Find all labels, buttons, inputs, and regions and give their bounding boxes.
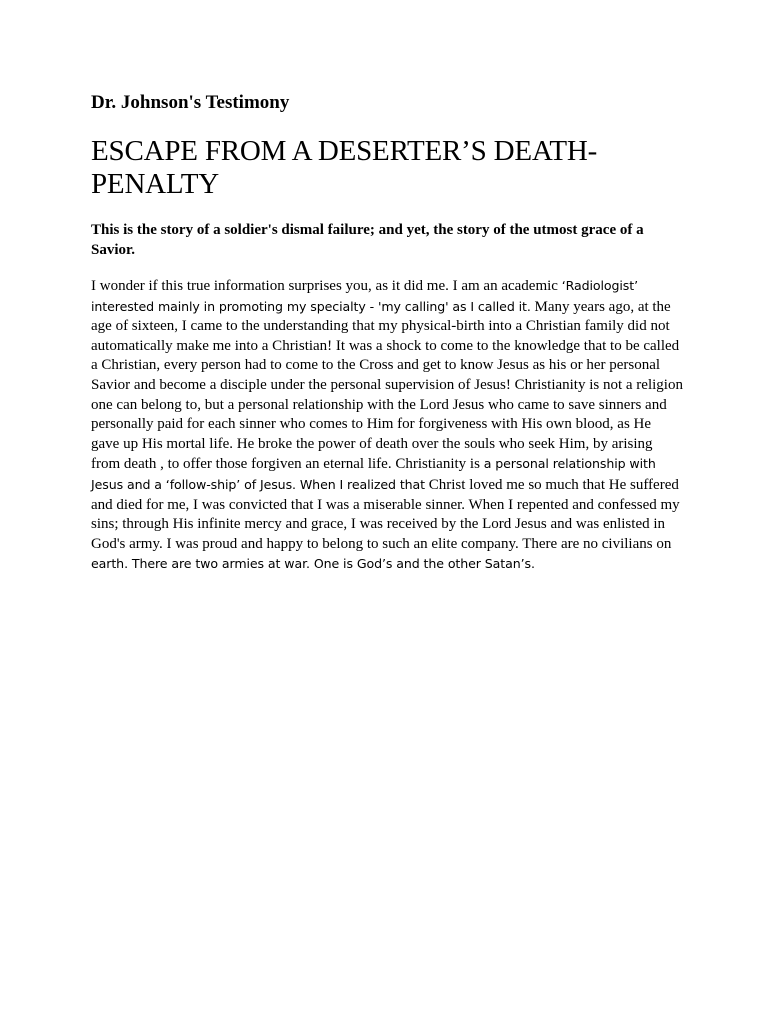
body-paragraph xyxy=(91,276,683,575)
body-segment: I wonder if this true information surprises you, as it did me. I am an academic xyxy=(91,278,562,294)
document-subtitle: This is the story of a soldier's dismal failure; and yet, the story of the utmost grace of a Savior. xyxy=(91,222,644,258)
document-title: ESCAPE FROM A DESERTER’S DEATH-PENALTY xyxy=(91,135,598,200)
body-segment: Many years ago, at the age of sixteen, I came to the understanding that my physical-birth into a Christian family did not automatically make me into a Christian! It was a shock to come to the knowledge that to be called a Christian, every person had to come to the Cross and get to know Jesus as his or her personal Savior and become a disciple under the personal supervision of Jesus! Christianity is not a religion one can belong to, but a personal relationship with the Lord Jesus who came to save sinners and personally paid for each sinner who comes to Him for forgiveness with His own blood, as He gave up His mortal life. He broke the power of death over the souls who seek Him, by arising from death , to offer those forgiven an eternal life. Christianity is xyxy=(91,298,683,473)
body-segment: earth. There are two armies at war. One is God’s and the other Satan’s. xyxy=(91,556,535,572)
body-segment: ‘Radiologist’ interested mainly in promoting my specialty - 'my calling' as I called it. xyxy=(91,278,639,314)
document-heading: Dr. Johnson's Testimony xyxy=(91,92,290,113)
body-segment: a personal relationship with Jesus and a ‘follow-ship’ of Jesus. When I realized that xyxy=(91,456,656,492)
body-segment: Christ loved me so much that He suffered and died for me, I was convicted that I was a miserable sinner. When I repented and confessed my sins; through His infinite mercy and grace, I was received by the Lord Jesus and was enlisted in God's army. I was proud and happy to belong to such an elite company. There are no civilians on xyxy=(91,476,680,552)
